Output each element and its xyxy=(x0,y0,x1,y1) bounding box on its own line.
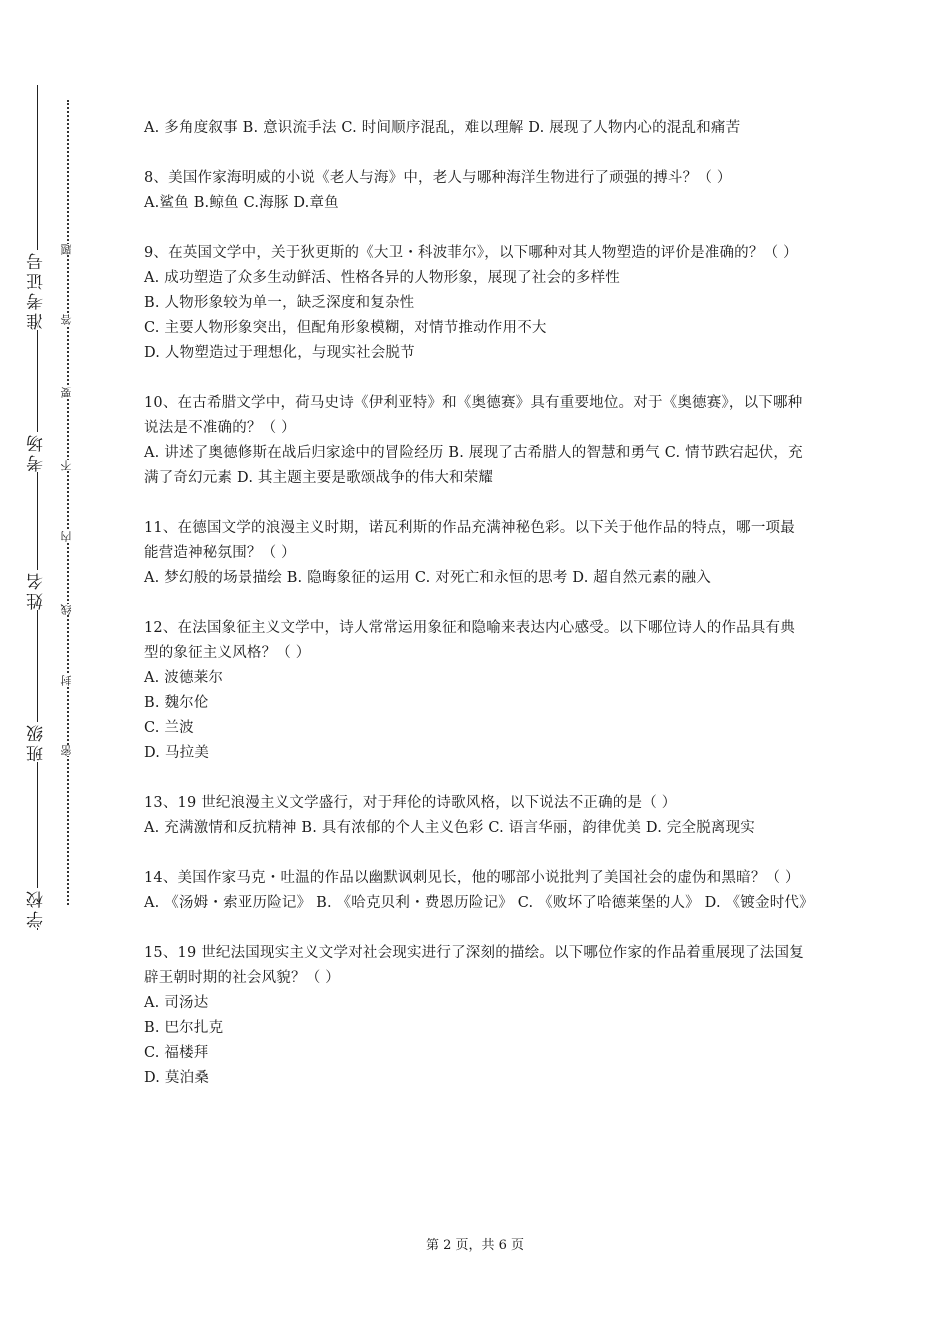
question-stem: 9、在英国文学中，关于狄更斯的《大卫・科波菲尔》，以下哪种对其人物塑造的评价是准确的？（ ） xyxy=(144,245,798,261)
name-label: 姓名 xyxy=(22,570,52,610)
seal-char: 密 xyxy=(60,745,73,756)
question-stem: 14、美国作家马克・吐温的作品以幽默讽刺见长，他的哪部小说批判了美国社会的虚伪和黑暗？（ ） xyxy=(144,870,800,886)
option-line: A.鲨鱼 B.鲸鱼 C.海豚 D.章鱼 xyxy=(144,195,339,211)
school-label: 学校 xyxy=(22,888,52,928)
option-line: A. 多角度叙事 B. 意识流手法 C. 时间顺序混乱，难以理解 D. 展现了人物内心的混乱和痛苦 xyxy=(144,120,741,136)
seal-char: 题 xyxy=(60,244,73,255)
seal-char: 不 xyxy=(60,460,73,471)
question-12 xyxy=(144,616,809,766)
option-line: B. 魏尔伦 xyxy=(144,695,209,711)
option-line: C. 主要人物形象突出，但配角形象模糊，对情节推动作用不大 xyxy=(144,320,547,336)
question-14 xyxy=(144,866,814,916)
question-stem: 11、在德国文学的浪漫主义时期，诺瓦利斯的作品充满神秘色彩。以下关于他作品的特点，哪一项最能营造神秘氛围？（ ） xyxy=(144,520,795,561)
option-line: A. 讲述了奥德修斯在战后归家途中的冒险经历 B. 展现了古希腊人的智慧和勇气 C. 情节跌宕起伏，充满了奇幻元素 D. 其主题主要是歌颂战争的伟大和荣耀 xyxy=(144,445,803,486)
option-line: A. 司汤达 xyxy=(144,995,209,1011)
class-label: 班级 xyxy=(22,722,52,762)
option-line: D. 人物塑造过于理想化，与现实社会脱节 xyxy=(144,345,415,361)
exam-room-label: 考场 xyxy=(22,432,52,472)
question-stem: 10、在古希腊文学中，荷马史诗《伊利亚特》和《奥德赛》具有重要地位。对于《奥德赛》，以下哪种说法是不准确的？（ ） xyxy=(144,395,803,436)
option-line: A. 波德莱尔 xyxy=(144,670,224,686)
question-13 xyxy=(144,791,809,841)
seal-char: 答 xyxy=(60,314,73,325)
question-8 xyxy=(144,166,809,216)
option-line: A. 成功塑造了众多生动鲜活、性格各异的人物形象，展现了社会的多样性 xyxy=(144,270,620,286)
question-list xyxy=(144,116,814,1116)
question-stem: 13、19 世纪浪漫主义文学盛行，对于拜伦的诗歌风格，以下说法不正确的是（ ） xyxy=(144,795,677,811)
option-line: C. 兰波 xyxy=(144,720,194,736)
question-stem: 12、在法国象征主义文学中，诗人常常运用象征和隐喻来表达内心感受。以下哪位诗人的作品具有典型的象征主义风格？（ ） xyxy=(144,620,795,661)
seal-char: 线 xyxy=(60,604,73,615)
option-line: A. 充满激情和反抗精神 B. 具有浓郁的个人主义色彩 C. 语言华丽，韵律优美 D. 完全脱离现实 xyxy=(144,820,756,836)
seal-char: 封 xyxy=(60,675,73,686)
option-line: B. 人物形象较为单一，缺乏深度和复杂性 xyxy=(144,295,415,311)
binding-solid-line xyxy=(37,85,38,930)
question-11 xyxy=(144,516,809,591)
binding-margin xyxy=(0,0,110,1344)
option-line: D. 马拉美 xyxy=(144,745,210,761)
question-stem: 15、19 世纪法国现实主义文学对社会现实进行了深刻的描绘。以下哪位作家的作品着重展现了法国复辟王朝时期的社会风貌？（ ） xyxy=(144,945,804,986)
seal-char: 要 xyxy=(60,387,73,398)
question-10 xyxy=(144,391,809,491)
option-line: A. 梦幻般的场景描绘 B. 隐晦象征的运用 C. 对死亡和永恒的思考 D. 超自然元素的融入 xyxy=(144,570,711,586)
question-7-options xyxy=(144,116,809,141)
option-line: B. 巴尔扎克 xyxy=(144,1020,224,1036)
question-9 xyxy=(144,241,809,366)
question-15 xyxy=(144,941,809,1091)
option-line: D. 莫泊桑 xyxy=(144,1070,210,1086)
question-stem: 8、美国作家海明威的小说《老人与海》中，老人与哪种海洋生物进行了顽强的搏斗？（ ） xyxy=(144,170,732,186)
exam-number-label: 准考证号 xyxy=(22,250,52,330)
seal-char: 内 xyxy=(60,531,73,542)
option-line: C. 福楼拜 xyxy=(144,1045,209,1061)
page-number: 第 2 页，共 6 页 xyxy=(425,1238,525,1253)
binding-dotted-line xyxy=(67,100,69,905)
option-line: A. 《汤姆・索亚历险记》 B. 《哈克贝利・费恩历险记》 C. 《败坏了哈德莱堡的人》 D. 《镀金时代》 xyxy=(144,895,814,911)
